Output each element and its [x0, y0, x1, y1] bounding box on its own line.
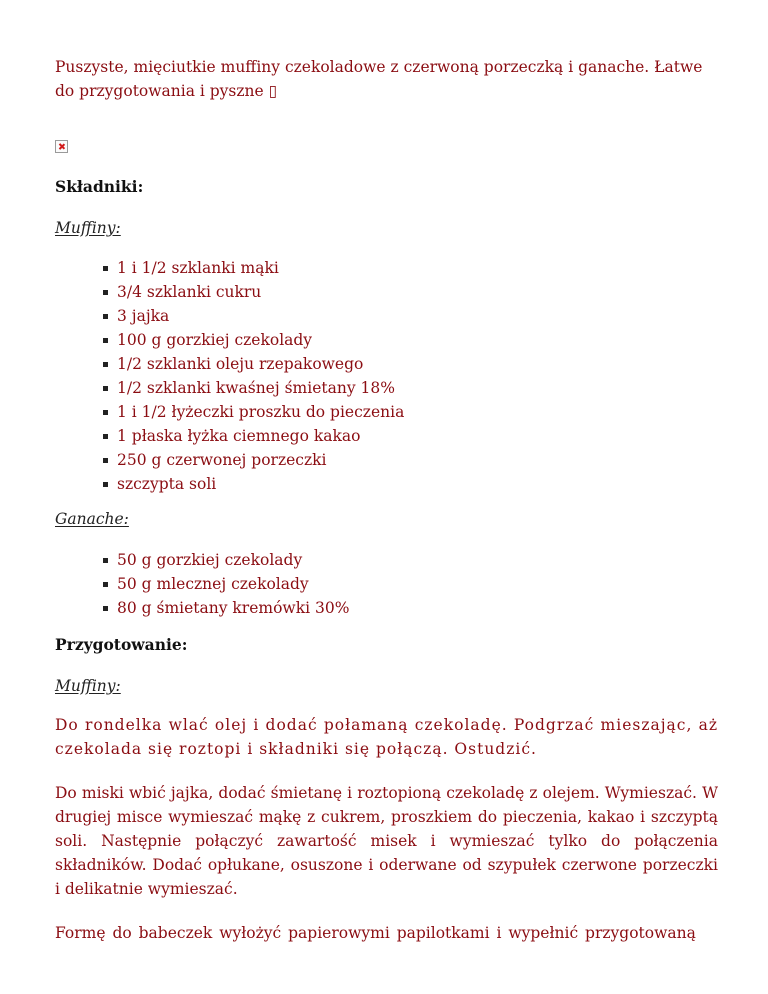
ganache-ingredients-list	[103, 548, 349, 620]
list-item: szczypta soli	[103, 472, 404, 496]
list-item: 250 g czerwonej porzeczki	[103, 448, 404, 472]
preparation-step-1: Do rondelka wlać olej i dodać połamaną czekoladę. Podgrzać mieszając, aż czekolada się roztopi i składniki się połączą. Ostudzić.	[55, 716, 718, 758]
list-item: 50 g gorzkiej czekolady	[103, 548, 349, 572]
list-item: 3 jajka	[103, 304, 404, 328]
muffiny-ingredients-label: Muffiny:	[55, 219, 121, 237]
list-item: 100 g gorzkiej czekolady	[103, 328, 404, 352]
muffiny-ingredients-list	[103, 256, 404, 496]
list-item: 1 płaska łyżka ciemnego kakao	[103, 424, 404, 448]
ingredients-heading: Składniki:	[55, 177, 144, 196]
list-item: 1 i 1/2 szklanki mąki	[103, 256, 404, 280]
ganache-ingredients-label: Ganache:	[55, 510, 129, 528]
list-item: 3/4 szklanki cukru	[103, 280, 404, 304]
preparation-muffiny-label: Muffiny:	[55, 677, 121, 695]
list-item: 1 i 1/2 łyżeczki proszku do pieczenia	[103, 400, 404, 424]
list-item: 1/2 szklanki oleju rzepakowego	[103, 352, 404, 376]
list-item: 50 g mlecznej czekolady	[103, 572, 349, 596]
recipe-intro: Puszyste, mięciutkie muffiny czekoladowe z czerwoną porzeczką i ganache. Łatwe do przygotowania i pyszne ▯	[55, 58, 703, 100]
preparation-step-3: Formę do babeczek wyłożyć papierowymi papilotkami i wypełnić przygotowaną	[55, 924, 696, 942]
list-item: 80 g śmietany kremówki 30%	[103, 596, 349, 620]
preparation-heading: Przygotowanie:	[55, 635, 188, 654]
broken-image-icon	[55, 140, 68, 153]
list-item: 1/2 szklanki kwaśnej śmietany 18%	[103, 376, 404, 400]
preparation-step-2: Do miski wbić jajka, dodać śmietanę i roztopioną czekoladę z olejem. Wymieszać. W drugiej misce wymieszać mąkę z cukrem, proszkiem do pieczenia, kakao i szczyptą soli. Następnie połączyć zawartość misek i wymieszać tylko do połączenia składników. Dodać opłukane, osuszone i oderwane od szypułek czerwone porzeczki i delikatnie wymieszać.	[55, 784, 718, 898]
